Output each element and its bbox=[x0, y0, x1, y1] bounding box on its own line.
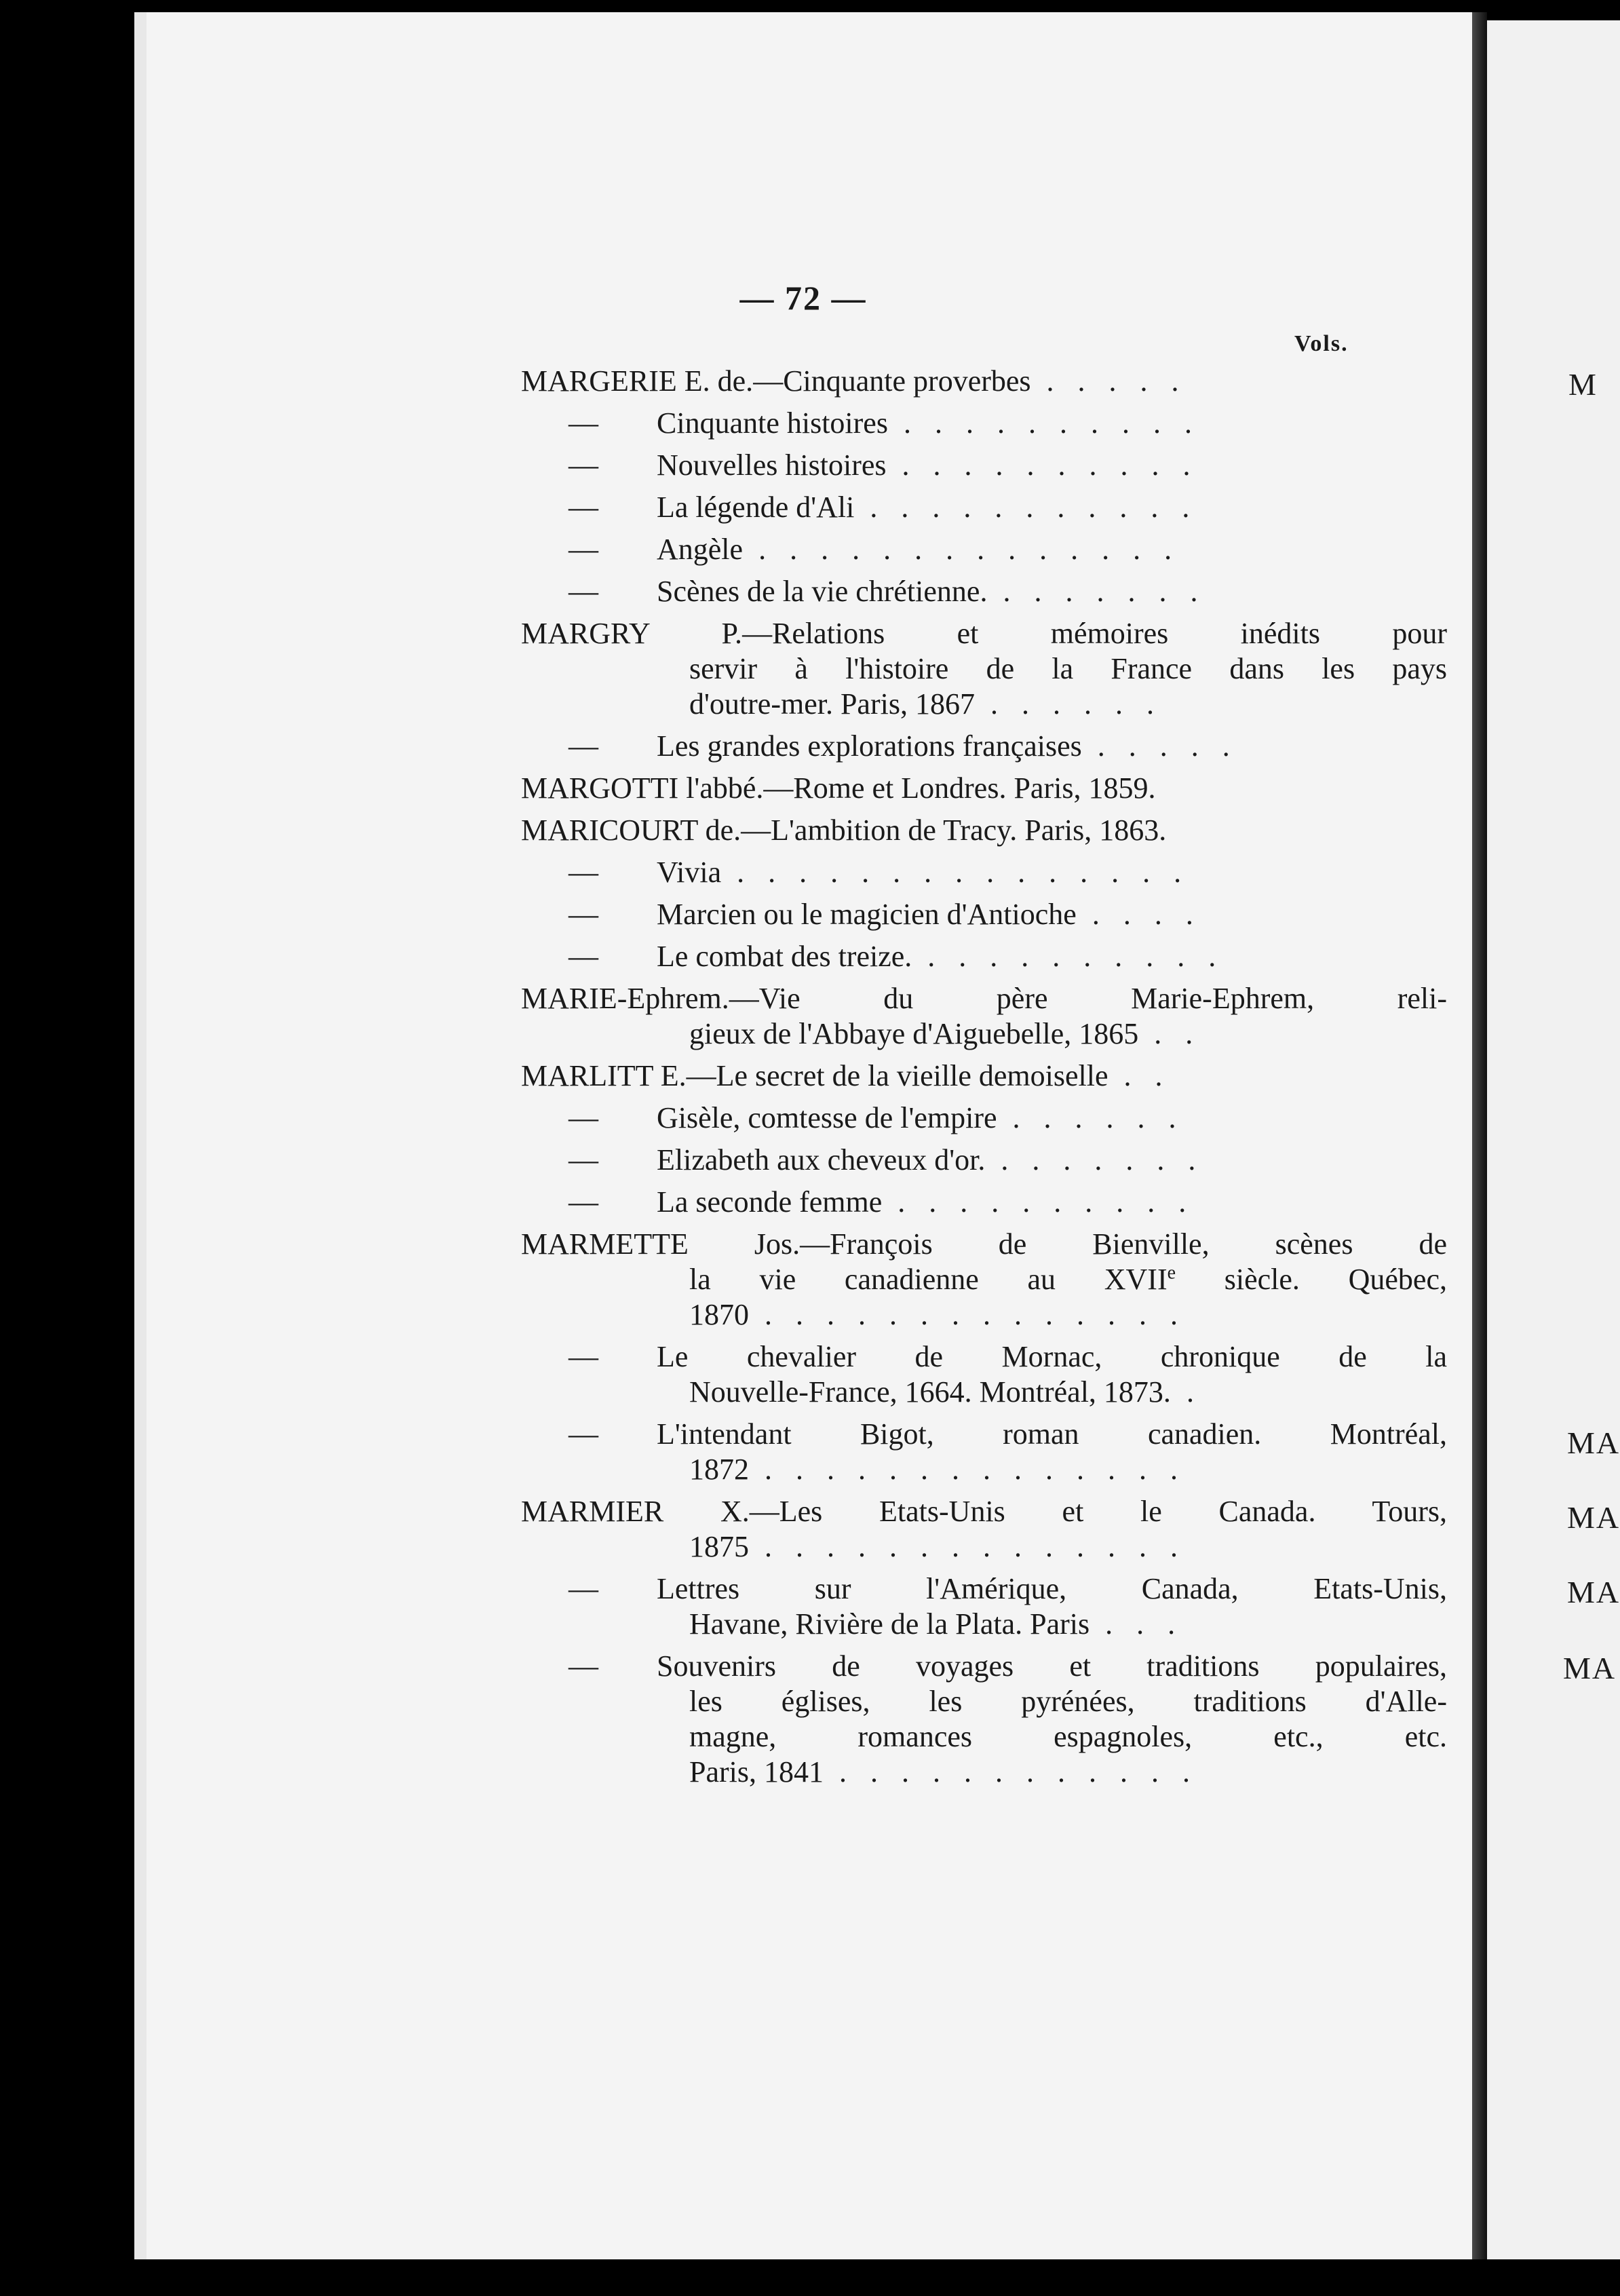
entry-title-line: Havane, Rivière de la Plata. Paris bbox=[689, 1607, 1090, 1641]
ditto-dash: — bbox=[568, 1417, 598, 1451]
ditto-dash: — bbox=[568, 448, 598, 482]
page-number: — 72 — bbox=[739, 279, 867, 317]
entry-title-line: gieux de l'Abbaye d'Aiguebelle, 1865 bbox=[689, 1017, 1139, 1050]
catalog-entry: — L'intendant Bigot, roman canadien. Montréal, 1872 . . . . . . . . . . . . . . bbox=[521, 1417, 1498, 1487]
entry-title: Le combat des treize. bbox=[657, 940, 912, 973]
entry-author: MARICOURT de. bbox=[521, 814, 741, 847]
entry-title: Nouvelles histoires bbox=[657, 448, 887, 482]
catalog-entry: MARMETTE Jos.—François de Bienville, scènes de la vie canadienne au XVIIe siècle. Québec, 1870 . . . . . . . . . . . . . . bbox=[521, 1227, 1498, 1333]
ditto-dash: — bbox=[568, 940, 598, 973]
adjacent-page-fragment: M bbox=[1568, 367, 1598, 402]
catalog-entry: — Cinquante histoires . . . . . . . . . . bbox=[521, 406, 1498, 441]
entry-title: Marcien ou le magicien d'Antioche bbox=[657, 898, 1077, 931]
entry-title-line: magne, romances espagnoles, etc., etc. bbox=[689, 1720, 1447, 1753]
entry-title-line: la vie canadienne au XVII bbox=[689, 1263, 1168, 1296]
entry-author: MARIE-Ephrem. bbox=[521, 982, 729, 1015]
entry-title-line: —Relations et mémoires inédits pour bbox=[742, 617, 1447, 650]
book-page bbox=[134, 12, 1472, 2259]
catalog-entry: MARIE-Ephrem.—Vie du père Marie-Ephrem, reli- gieux de l'Abbaye d'Aiguebelle, 1865 . . bbox=[521, 981, 1498, 1052]
catalog-entry: — Marcien ou le magicien d'Antioche . . . . bbox=[521, 897, 1498, 932]
catalog-entry: — La seconde femme . . . . . . . . . . bbox=[521, 1185, 1498, 1220]
entry-title: —Le secret de la vieille demoiselle bbox=[686, 1059, 1108, 1092]
entry-title-line: siècle. Québec, bbox=[1176, 1263, 1447, 1296]
entry-title: —L'ambition de Tracy. Paris, 1863. bbox=[741, 814, 1167, 847]
entry-title-line: les églises, les pyrénées, traditions d'Alle- bbox=[689, 1685, 1447, 1718]
ditto-dash: — bbox=[568, 1101, 598, 1134]
entry-title-line: 1875 bbox=[689, 1530, 749, 1563]
entry-title-line: 1872 bbox=[689, 1453, 749, 1486]
catalog-entry bbox=[521, 771, 1498, 806]
ditto-dash: — bbox=[568, 533, 598, 566]
entry-author: MARGRY P. bbox=[521, 617, 743, 650]
entry-title-line: Lettres sur l'Amérique, Canada, Etats-Unis, bbox=[657, 1572, 1447, 1605]
catalog-entry: MARMIER X.—Les Etats-Unis et le Canada. Tours, 1875 . . . . . . . . . . . . . . bbox=[521, 1494, 1498, 1565]
entry-title-line: —Vie du père Marie-Ephrem, reli- bbox=[729, 982, 1447, 1015]
entry-title: Scènes de la vie chrétienne. bbox=[657, 575, 988, 608]
entry-title-line: —Les Etats-Unis et le Canada. Tours, bbox=[749, 1495, 1447, 1528]
ditto-dash: — bbox=[568, 406, 598, 440]
entry-title-line: Le chevalier de Mornac, chronique de la bbox=[657, 1340, 1447, 1373]
catalog-entry: — Le chevalier de Mornac, chronique de la Nouvelle-France, 1664. Montréal, 1873. . bbox=[521, 1339, 1498, 1410]
entry-title-line: Souvenirs de voyages et traditions populaires, bbox=[657, 1649, 1447, 1683]
catalog-entry: — Le combat des treize. . . . . . . . . . . bbox=[521, 939, 1498, 974]
catalog-entry: — Gisèle, comtesse de l'empire . . . . . . bbox=[521, 1101, 1498, 1136]
entry-title: La légende d'Ali bbox=[657, 491, 855, 524]
catalog-entry: — Elizabeth aux cheveux d'or. . . . . . . . bbox=[521, 1143, 1498, 1178]
entry-author: MARLITT E. bbox=[521, 1059, 687, 1092]
catalog-entry: — Les grandes explorations françaises . . . . . bbox=[521, 729, 1498, 764]
catalog-entry: — Lettres sur l'Amérique, Canada, Etats-Unis, Havane, Rivière de la Plata. Paris . . . bbox=[521, 1571, 1498, 1642]
ditto-dash: — bbox=[568, 898, 598, 931]
catalog-entry: — Scènes de la vie chrétienne. . . . . . . . bbox=[521, 574, 1498, 609]
adjacent-page-fragment: MA bbox=[1567, 1500, 1620, 1535]
adjacent-page-fragment: MA bbox=[1567, 1575, 1620, 1609]
superscript: e bbox=[1167, 1262, 1176, 1284]
entry-title-line: 1870 bbox=[689, 1298, 749, 1331]
entry-title-line: L'intendant Bigot, roman canadien. Montréal, bbox=[657, 1417, 1447, 1451]
entry-author: MARGOTTI l'abbé. bbox=[521, 771, 764, 805]
catalog-entry: MARGRY P.—Relations et mémoires inédits pour servir à l'histoire de la France dans les pays d'outre-mer. Paris, 1867 . . . . . . bbox=[521, 616, 1498, 722]
entry-title: Elizabeth aux cheveux d'or. bbox=[657, 1143, 986, 1176]
entry-author: MARMETTE Jos. bbox=[521, 1227, 801, 1261]
book-gutter bbox=[1472, 12, 1487, 2259]
entry-title-line: d'outre-mer. Paris, 1867 bbox=[689, 687, 975, 721]
catalog-entry: — Souvenirs de voyages et traditions populaires, les églises, les pyrénées, traditions d'Alle- magne, romances espagnoles, etc., etc. Paris, 1841 . . . . . . . . . . . . bbox=[521, 1649, 1498, 1790]
entry-title: Les grandes explorations françaises bbox=[657, 729, 1082, 763]
catalog-entry: — Angèle . . . . . . . . . . . . . . bbox=[521, 532, 1498, 567]
ditto-dash: — bbox=[568, 575, 598, 608]
vols-header: Vols. bbox=[1294, 331, 1349, 356]
ditto-dash: — bbox=[568, 1185, 598, 1219]
ditto-dash: — bbox=[568, 1143, 598, 1176]
entry-title: Gisèle, comtesse de l'empire bbox=[657, 1101, 997, 1134]
entry-title: La seconde femme bbox=[657, 1185, 883, 1219]
entry-author: MARGERIE E. de. bbox=[521, 364, 754, 398]
catalog-entry: — Nouvelles histoires . . . . . . . . . . bbox=[521, 448, 1498, 483]
adjacent-page-fragment: MA bbox=[1563, 1651, 1617, 1685]
ditto-dash: — bbox=[568, 856, 598, 889]
page-edge bbox=[134, 12, 147, 2259]
catalog-entry: MARGERIE E. de.—Cinquante proverbes . . . . . bbox=[521, 364, 1498, 399]
ditto-dash: — bbox=[568, 1340, 598, 1373]
ditto-dash: — bbox=[568, 729, 598, 763]
catalog-entry: — Vivia . . . . . . . . . . . . . . . bbox=[521, 855, 1498, 890]
ditto-dash: — bbox=[568, 491, 598, 524]
entry-title: Angèle bbox=[657, 533, 744, 566]
catalog-entry bbox=[521, 813, 1498, 848]
catalog-entries bbox=[521, 364, 1498, 1797]
adjacent-page bbox=[1487, 20, 1620, 2259]
entry-title: —Cinquante proverbes bbox=[753, 364, 1031, 398]
ditto-dash: — bbox=[568, 1649, 598, 1683]
adjacent-page-fragment: MA bbox=[1567, 1426, 1620, 1460]
entry-title: Cinquante histoires bbox=[657, 406, 888, 440]
entry-title-line: —François de Bienville, scènes de bbox=[800, 1227, 1447, 1261]
entry-title-line: Paris, 1841 bbox=[689, 1755, 824, 1788]
entry-title-line: Nouvelle-France, 1664. Montréal, 1873. bbox=[689, 1375, 1171, 1409]
entry-title: Vivia bbox=[657, 856, 722, 889]
entry-author: MARMIER X. bbox=[521, 1495, 750, 1528]
entry-title-line: servir à l'histoire de la France dans les pays bbox=[689, 652, 1447, 685]
ditto-dash: — bbox=[568, 1572, 598, 1605]
catalog-entry: — La légende d'Ali . . . . . . . . . . . bbox=[521, 490, 1498, 525]
catalog-entry: MARLITT E.—Le secret de la vieille demoiselle . . bbox=[521, 1058, 1498, 1094]
entry-title: —Rome et Londres. Paris, 1859. bbox=[763, 771, 1156, 805]
